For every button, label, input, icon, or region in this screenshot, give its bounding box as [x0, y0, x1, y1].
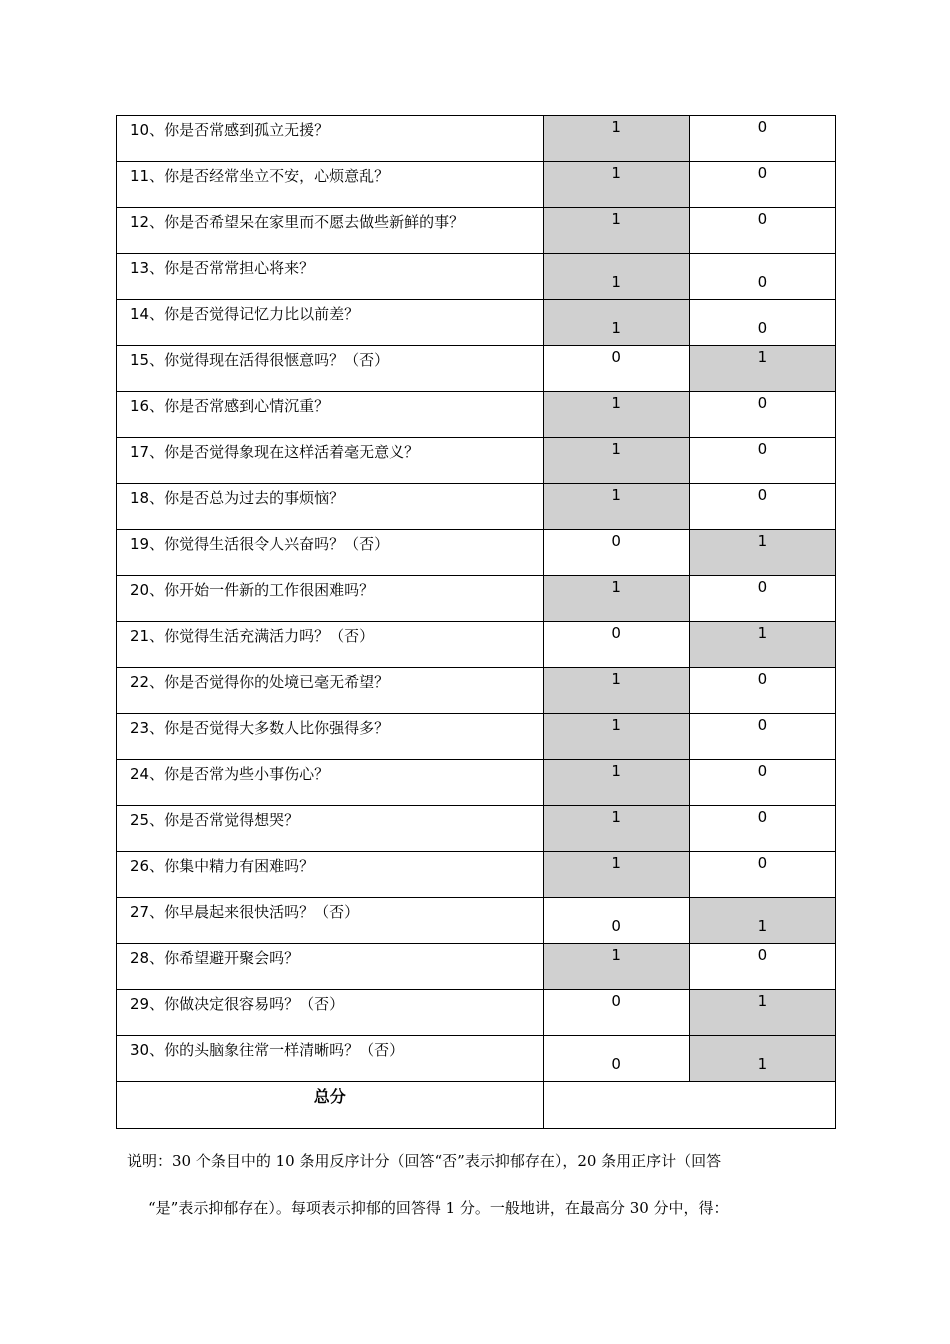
question-text: 22、你是否觉得你的处境已毫无希望？ — [117, 668, 544, 714]
no-score-cell: 0 — [689, 208, 835, 254]
total-label: 总分 — [117, 1082, 544, 1129]
question-text: 11、你是否经常坐立不安，心烦意乱？ — [117, 162, 544, 208]
yes-score-cell: 1 — [543, 300, 689, 346]
question-row — [117, 714, 836, 760]
question-row — [117, 852, 836, 898]
question-text: 26、你集中精力有困难吗？ — [117, 852, 544, 898]
no-score-cell: 0 — [689, 162, 835, 208]
question-row — [117, 116, 836, 162]
depression-scale-table — [116, 115, 836, 1129]
question-text: 13、你是否常常担心将来？ — [117, 254, 544, 300]
question-row — [117, 392, 836, 438]
yes-score-cell: 1 — [543, 484, 689, 530]
no-score-cell: 0 — [689, 852, 835, 898]
question-row — [117, 576, 836, 622]
question-row — [117, 898, 836, 944]
question-text: 14、你是否觉得记忆力比以前差？ — [117, 300, 544, 346]
yes-score-cell: 1 — [543, 438, 689, 484]
question-row — [117, 760, 836, 806]
note-line-2: “是”表示抑郁存在）。每项表示抑郁的回答得 1 分。一般地讲，在最高分 30 分中，得： — [148, 1199, 729, 1217]
question-row — [117, 254, 836, 300]
no-score-cell: 0 — [689, 944, 835, 990]
no-score-cell: 0 — [689, 806, 835, 852]
no-score-cell: 0 — [689, 760, 835, 806]
question-text: 19、你觉得生活很令人兴奋吗？（否） — [117, 530, 544, 576]
question-text: 23、你是否觉得大多数人比你强得多？ — [117, 714, 544, 760]
question-row — [117, 806, 836, 852]
no-score-cell: 1 — [689, 898, 835, 944]
no-score-cell: 0 — [689, 300, 835, 346]
question-text: 17、你是否觉得象现在这样活着毫无意义？ — [117, 438, 544, 484]
no-score-cell: 0 — [689, 668, 835, 714]
yes-score-cell: 1 — [543, 806, 689, 852]
question-row — [117, 484, 836, 530]
yes-score-cell: 0 — [543, 346, 689, 392]
question-row — [117, 944, 836, 990]
no-score-cell: 1 — [689, 622, 835, 668]
question-text: 27、你早晨起来很快活吗？（否） — [117, 898, 544, 944]
yes-score-cell: 1 — [543, 254, 689, 300]
yes-score-cell: 0 — [543, 990, 689, 1036]
yes-score-cell: 1 — [543, 944, 689, 990]
no-score-cell: 0 — [689, 438, 835, 484]
no-score-cell: 1 — [689, 990, 835, 1036]
question-text: 24、你是否常为些小事伤心？ — [117, 760, 544, 806]
question-text: 15、你觉得现在活得很惬意吗？（否） — [117, 346, 544, 392]
question-row — [117, 990, 836, 1036]
yes-score-cell: 1 — [543, 760, 689, 806]
question-text: 25、你是否常觉得想哭？ — [117, 806, 544, 852]
question-row — [117, 530, 836, 576]
no-score-cell: 0 — [689, 392, 835, 438]
question-text: 16、你是否常感到心情沉重？ — [117, 392, 544, 438]
yes-score-cell: 1 — [543, 576, 689, 622]
question-row — [117, 300, 836, 346]
question-text: 21、你觉得生活充满活力吗？（否） — [117, 622, 544, 668]
total-score-cell — [543, 1082, 835, 1129]
no-score-cell: 0 — [689, 484, 835, 530]
no-score-cell: 0 — [689, 576, 835, 622]
question-text: 28、你希望避开聚会吗？ — [117, 944, 544, 990]
yes-score-cell: 1 — [543, 116, 689, 162]
question-text: 12、你是否希望呆在家里而不愿去做些新鲜的事？ — [117, 208, 544, 254]
question-row — [117, 346, 836, 392]
question-row — [117, 668, 836, 714]
yes-score-cell: 1 — [543, 208, 689, 254]
scale-body — [117, 116, 836, 1129]
yes-score-cell: 1 — [543, 714, 689, 760]
yes-score-cell: 1 — [543, 852, 689, 898]
question-row — [117, 208, 836, 254]
no-score-cell: 0 — [689, 116, 835, 162]
question-text: 10、你是否常感到孤立无援？ — [117, 116, 544, 162]
question-row — [117, 162, 836, 208]
no-score-cell: 1 — [689, 1036, 835, 1082]
note-line-1: 说明：30 个条目中的 10 条用反序计分（回答“否”表示抑郁存在），20 条用正序计（回答 — [127, 1152, 722, 1170]
yes-score-cell: 0 — [543, 1036, 689, 1082]
question-text: 18、你是否总为过去的事烦恼？ — [117, 484, 544, 530]
question-text: 30、你的头脑象往常一样清晰吗？（否） — [117, 1036, 544, 1082]
yes-score-cell: 1 — [543, 392, 689, 438]
yes-score-cell: 0 — [543, 622, 689, 668]
yes-score-cell: 1 — [543, 668, 689, 714]
total-row — [117, 1082, 836, 1129]
question-text: 20、你开始一件新的工作很困难吗？ — [117, 576, 544, 622]
no-score-cell: 1 — [689, 346, 835, 392]
question-row — [117, 438, 836, 484]
question-row — [117, 622, 836, 668]
no-score-cell: 0 — [689, 714, 835, 760]
yes-score-cell: 1 — [543, 162, 689, 208]
question-text: 29、你做决定很容易吗？（否） — [117, 990, 544, 1036]
no-score-cell: 0 — [689, 254, 835, 300]
yes-score-cell: 0 — [543, 898, 689, 944]
no-score-cell: 1 — [689, 530, 835, 576]
yes-score-cell: 0 — [543, 530, 689, 576]
question-row — [117, 1036, 836, 1082]
